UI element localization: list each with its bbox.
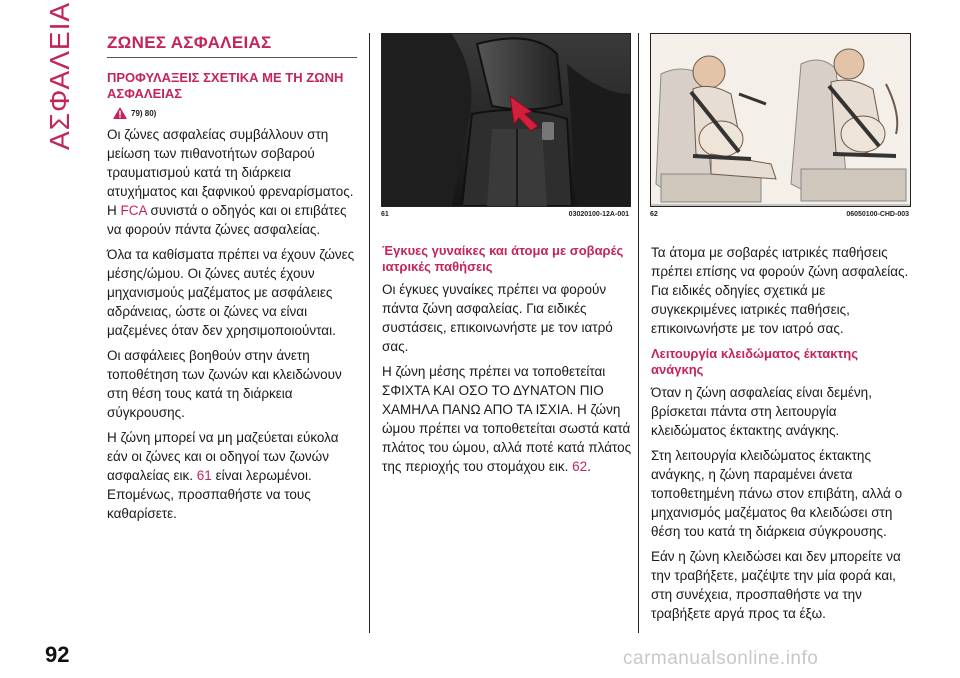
paragraph: Όταν η ζώνη ασφαλείας είναι δεμένη, βρίσκεται πάντα στη λειτουργία κλειδώματος έκτακτης ανάγκης.: [651, 385, 872, 438]
paragraph: Στη λειτουργία κλειδώματος έκτακτης ανάγκης, η ζώνη παραμένει άνετα τοποθετημένη πάνω στον επιβάτη, αλλά ο μηχανισμός μαζέματος θα κλειδώσει στη θέση του κατά τη διάρκεια σύγκρουσης.: [651, 448, 903, 539]
paragraph: Όλα τα καθίσματα πρέπει να έχουν ζώνες μέσης/ώμου. Οι ζώνες αυτές έχουν μηχανισμούς μαζέματος με ασφάλειες αδράνειας, ώστε οι ζώνες να είναι μαζεμένες όταν δεν χρησιμοποιούνται.: [107, 247, 355, 338]
figure-link[interactable]: 62: [572, 459, 588, 474]
column-middle: [382, 243, 632, 482]
paragraph: Οι ζώνες ασφαλείας συμβάλλουν στη μείωση των πιθανοτήτων σοβαρού τραυματισμού κατά τη διάρκεια ατυχήματος και ξαφνικού φρεναρίσματος. Η FCA συνιστά ο οδηγός και οι επιβάτες να φορούν πάντα ζώνες ασφαλείας.: [107, 127, 354, 237]
subheading: ΠΡΟΦΥΛΑΞΕΙΣ ΣΧΕΤΙΚΑ ΜΕ ΤΗ ΖΩΝΗ ΑΣΦΑΛΕΙΑΣ: [107, 70, 344, 101]
pregnant-seatbelt-illustration: [651, 34, 910, 206]
warning-note: [113, 107, 357, 119]
figure-code: 03020100-12A-001: [568, 211, 629, 218]
paragraph: Οι έγκυες γυναίκες πρέπει να φορούν πάντα ζώνη ασφαλείας. Για ειδικές συστάσεις, επικοινωνήστε με τον ιατρό σας.: [382, 282, 613, 354]
column-right: [651, 243, 909, 629]
brand-name: FCA: [120, 203, 147, 218]
column-divider: [369, 33, 370, 633]
page-number: 92: [45, 642, 70, 667]
section-title: ΖΩΝΕΣ ΑΣΦΑΛΕΙΑΣ: [107, 33, 357, 58]
warning-triangle-icon: [113, 107, 127, 119]
figure-number: 61: [381, 211, 389, 218]
paragraph: Εάν η ζώνη κλειδώσει και δεν μπορείτε να την τραβήξετε, μαζέψτε την μία φορά και, στη συνέχεια, προσπαθήστε να την τραβήξετε αργά προς τα έξω.: [651, 549, 901, 621]
figure-link[interactable]: 61: [196, 468, 212, 483]
subheading: Λειτουργία κλειδώματος έκτακτης ανάγκης: [651, 346, 859, 377]
paragraph: Η ζώνη μπορεί να μη μαζεύεται εύκολα εάν οι ζώνες και οι οδηγοί των ζωνών ασφαλείας εικ. 61 είναι λερωμένοι. Επομένως, προσπαθήστε να τους καθαρίσετε.: [107, 430, 339, 521]
figure-62-caption: [650, 211, 909, 218]
figure-61-caption: [381, 211, 629, 218]
watermark: carmanualsonline.info: [623, 648, 819, 669]
paragraph: Η ζώνη μέσης πρέπει να τοποθετείται ΣΦΙΧΤΑ ΚΑΙ ΟΣΟ ΤΟ ΔΥΝΑΤΟΝ ΠΙΟ ΧΑΜΗΛΑ ΠΑΝΩ ΑΠΟ ΤΑ ΙΣΧΙΑ. Η ζώνη ώμου πρέπει να τοποθετείται σωστά κατά πλάτος του ώμου, αλλά ποτέ κατά πλάτος της περιοχής του στομάχου εικ. 62.: [382, 364, 632, 474]
figure-62-image: [650, 33, 911, 207]
paragraph: Τα άτομα με σοβαρές ιατρικές παθήσεις πρέπει επίσης να φορούν ζώνη ασφαλείας. Για ειδικές οδηγίες σχετικά με συγκεκριμένες ιατρικές παθήσεις, επικοινωνήστε με τον ιατρό σας.: [651, 245, 909, 336]
figure-61-image: [381, 33, 631, 207]
side-section-title: ΑΣΦΑΛΕΙΑ: [44, 1, 75, 150]
column-divider: [638, 33, 639, 633]
paragraph: Οι ασφάλειες βοηθούν στην άνετη τοποθέτηση των ζωνών και κλειδώνουν στη θέση τους κατά τη διάρκεια σύγκρουσης.: [107, 348, 342, 420]
column-left: [107, 33, 357, 529]
seat-illustration: [382, 34, 630, 206]
subheading: Έγκυες γυναίκες και άτομα με σοβαρές ιατρικές παθήσεις: [382, 243, 624, 274]
figure-number: 62: [650, 211, 658, 218]
warning-reference: 79) 80): [131, 108, 157, 118]
figure-code: 06050100-CHD-003: [846, 211, 909, 218]
